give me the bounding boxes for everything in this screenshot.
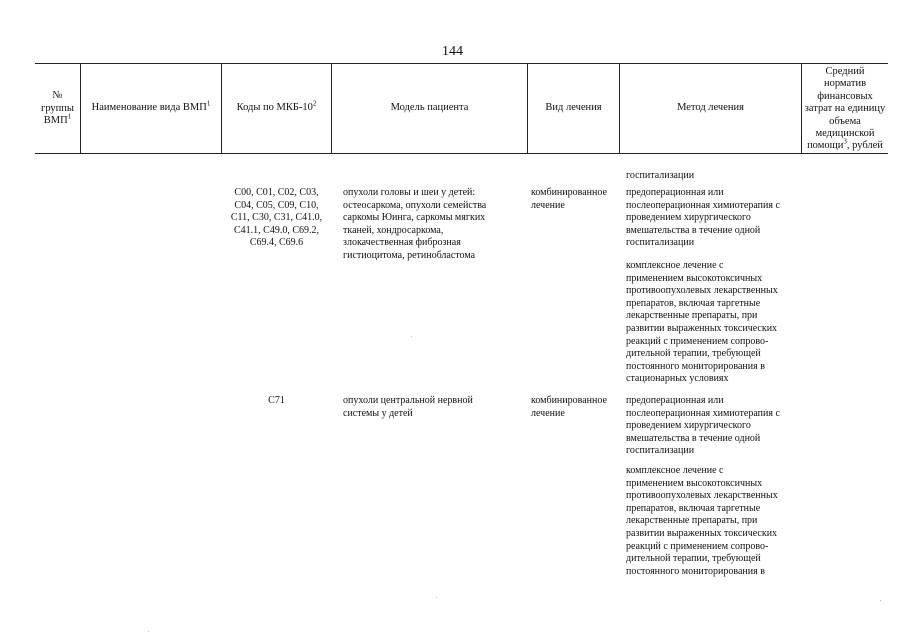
patient-model-cell (343, 395, 527, 420)
continuation-method (626, 170, 801, 183)
footnote-marker: 1 (206, 99, 211, 108)
header-vmp-name (81, 99, 221, 115)
type-line: комбинированное (531, 187, 607, 198)
header-patient-model: Модель пациента (390, 102, 469, 113)
page-number: 144 (442, 44, 463, 59)
treatment-method-cell (626, 187, 801, 250)
header-group-number (35, 90, 80, 128)
method-line: постоянного мониторирования в (626, 565, 765, 577)
header-average-cost-line: , рублей (846, 140, 883, 152)
method-line: госпитализации (626, 170, 695, 181)
icd-codes-cell (222, 395, 331, 408)
method-line: проведением хирургического (626, 420, 751, 432)
header-group-number-line: группы (41, 102, 74, 114)
model-line: гистиоцитома, ретинобластома (343, 249, 476, 261)
footnote-marker: 1 (67, 112, 72, 121)
scan-speck (411, 336, 412, 337)
method-line: противоопухолевых лекарственных (626, 285, 778, 297)
header-average-cost-line: финансовых (817, 90, 873, 102)
method-line: стационарных условиях (626, 373, 729, 385)
header-treatment-method: Метод лечения (677, 102, 744, 113)
header-icd-codes (222, 99, 331, 115)
scan-speck (436, 597, 437, 598)
method-line: реакций с применением сопрово- (626, 540, 769, 552)
header-average-cost-line: Средний (825, 66, 865, 77)
treatment-method-cell (626, 395, 801, 458)
method-line: вмешательства в течение одной (626, 224, 761, 236)
code-line: C41.1, C49.0, C69.2, (233, 224, 319, 236)
method-line: реакций с применением сопрово- (626, 335, 769, 347)
treatment-method-cell (626, 465, 801, 578)
treatment-type-cell (531, 395, 619, 420)
method-line: противоопухолевых лекарственных (626, 490, 778, 502)
patient-model-cell (343, 187, 527, 263)
method-line: лекарственные препараты, при (626, 310, 758, 322)
header-average-cost-line: медицинской (815, 128, 875, 140)
code-line: C11, C30, C31, C41.0, (230, 212, 323, 224)
type-line: комбинированное (531, 395, 607, 406)
method-line: препаратов, включая таргетные (626, 297, 761, 309)
method-line: препаратов, включая таргетные (626, 502, 761, 514)
method-line: госпитализации (626, 445, 695, 457)
header-average-cost (802, 66, 888, 153)
code-line: C69.4, C69.6 (249, 237, 304, 249)
treatment-type-cell (531, 187, 619, 212)
scan-speck (148, 631, 149, 632)
method-line: госпитализации (626, 237, 695, 249)
method-line: комплексное лечение с (626, 465, 724, 476)
method-line: дительной терапии, требующей (626, 348, 761, 360)
model-line: остеосаркома, опухоли семейства (343, 199, 487, 211)
footnote-marker: 2 (312, 99, 317, 108)
method-line: комплексное лечение с (626, 260, 724, 271)
model-line: системы у детей (343, 407, 413, 419)
scan-speck (880, 600, 881, 601)
treatment-method-cell (626, 260, 801, 386)
header-vmp-name-text: Наименование вида ВМП (91, 102, 207, 113)
method-line: послеоперационная химиотерапия с (626, 407, 780, 419)
model-line: саркомы Юинга, саркомы мягких (343, 212, 486, 224)
method-line: постоянного мониторирования в (626, 360, 765, 372)
code-line: C04, C05, C09, C10, (234, 199, 319, 211)
header-icd-codes-text: Коды по МКБ-10 (236, 102, 313, 113)
method-line: применением высокотоксичных (626, 272, 763, 284)
header-group-number-line: ВМП (43, 115, 68, 126)
header-top-rule (35, 63, 888, 64)
header-average-cost-line: затрат на единицу (804, 103, 886, 115)
header-group-number-line: № (52, 90, 63, 101)
method-line: предоперационная или (626, 187, 724, 198)
header-average-cost-line: объема (829, 115, 861, 127)
type-line: лечение (531, 199, 565, 211)
code-line: C00, C01, C02, C03, (234, 187, 319, 198)
header-average-cost-line: норматив (823, 78, 867, 90)
method-line: дительной терапии, требующей (626, 553, 761, 565)
method-line: лекарственные препараты, при (626, 515, 758, 527)
model-line: опухоли центральной нервной (343, 395, 473, 406)
icd-codes-cell (222, 187, 331, 250)
footnote-marker: 3 (843, 137, 847, 146)
model-line: злокачественная фиброзная (343, 237, 461, 249)
method-line: проведением хирургического (626, 212, 751, 224)
method-line: вмешательства в течение одной (626, 432, 761, 444)
header-average-cost-line: помощи (807, 140, 844, 152)
model-line: опухоли головы и шеи у детей: (343, 187, 476, 198)
method-line: развитии выраженных токсических (626, 322, 778, 334)
model-line: тканей, хондросаркома, (343, 224, 444, 236)
code-line: C71 (268, 395, 285, 406)
type-line: лечение (531, 407, 565, 419)
method-line: применением высокотоксичных (626, 477, 763, 489)
method-line: предоперационная или (626, 395, 724, 406)
header-treatment-type: Вид лечения (545, 102, 602, 113)
method-line: послеоперационная химиотерапия с (626, 199, 780, 211)
method-line: развитии выраженных токсических (626, 527, 778, 539)
header-bottom-rule (35, 153, 888, 154)
